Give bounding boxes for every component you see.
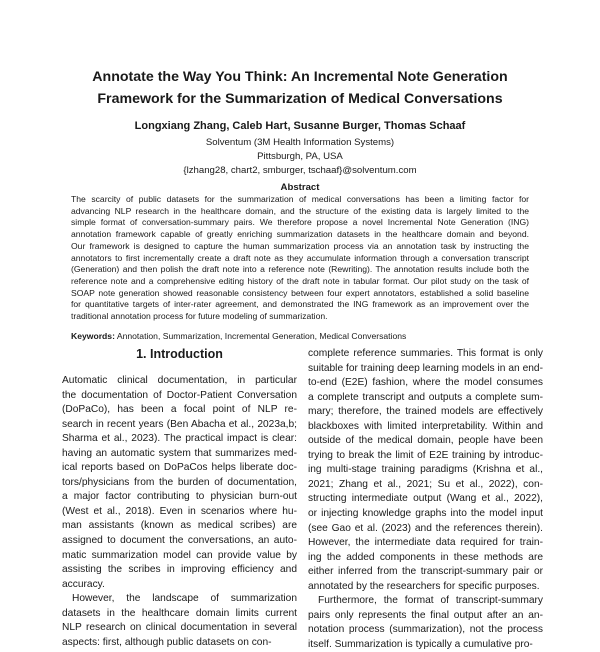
text-line: ing the added components in these methods are [308, 551, 543, 563]
text-line: mary; therefore, the trained models are effectively [308, 406, 543, 418]
abstract-body [71, 194, 529, 323]
text-line: assigned to document the conversations, an auto- [62, 535, 297, 547]
text-line: (Generation) and then polish the draft note into a reference note (Rewriting). The annotation results include both the [71, 264, 529, 275]
text-line: either inferred from the transcript-summary pair or [308, 566, 543, 578]
text-line: having an automatic system that summarizes med- [62, 447, 297, 459]
text-line: 2021; Zhang et al., 2021; Su et al., 2022), con- [308, 478, 543, 490]
text-line: tors/physicians from the burden of documentation, [62, 476, 297, 488]
text-line: ical reports based on DoPaCos helps liberate doc- [62, 462, 297, 474]
text-line: the documentation of Doctor-Patient Conversation [62, 389, 297, 401]
text-line: blackboxes with limited interpretability. Within and [308, 420, 543, 432]
right-column [308, 347, 543, 652]
text-line: traditional annotation process for future modeling of summarization. [71, 311, 328, 322]
title-line: Annotate the Way You Think: An Incremental Note Generation [92, 69, 508, 85]
text-line: Sharma et al., 2023). The practical impact is clear: [62, 433, 297, 445]
keywords-list: Annotation, Summarization, Incremental Generation, Medical Conversations [114, 331, 407, 341]
affiliation-location: Pittsburgh, PA, USA [257, 151, 343, 162]
title-line: Framework for the Summarization of Medical Conversations [97, 91, 503, 107]
text-line: a complete transcript and outputs a complete sum- [308, 391, 543, 403]
left-column [62, 374, 297, 650]
section-heading: 1. Introduction [136, 347, 223, 361]
text-line: (see Gao et al. (2023) and the references therein). [308, 522, 543, 534]
text-line: ing multi-stage training paradigms (Krishna et al., [308, 464, 543, 476]
text-line: complete reference summaries. This format is only [308, 348, 543, 359]
text-line: assisting the scribes in improving efficiency and [62, 564, 297, 576]
text-line: Our framework is designed to capture the human summarization process via an annotation task by instructing the [71, 240, 529, 251]
text-line: a major factor contributing to physician burn-out [62, 491, 297, 503]
text-line: annotators to first incrementally create a draft note as they accumulate information through a conversation transcript [71, 252, 529, 263]
text-line: trying to break the limit of E2E training by introduc- [308, 449, 543, 461]
text-line: annotation framework capable of greatly enriching summarization datasets in the healthcare domain and beyond. [71, 229, 529, 240]
text-line: man assistants (known as medical scribes) are [62, 520, 297, 532]
text-line: to-end (E2E) fashion, where the model consumes [308, 377, 543, 389]
text-line: The scarcity of public datasets for the summarization of medical conversations has been a limiting factor for [71, 194, 529, 204]
text-line: Furthermore, the format of transcript-summary [318, 595, 543, 607]
text-line: SOAP note generation showed reasonable consistency between four expert annotators, established a solid baseline [71, 287, 529, 298]
affiliation-org: Solventum (3M Health Information Systems) [205, 137, 395, 148]
text-line: annotated by the researchers for specific purposes. [308, 580, 540, 592]
paper-title [40, 66, 560, 110]
text-line: NLP research on clinical documentation in several [62, 622, 297, 634]
keywords [71, 331, 406, 341]
abstract-heading: Abstract [280, 182, 320, 193]
text-line: However, the intermediate data required for train- [308, 537, 543, 549]
text-line: notation process (summarization), not the process [308, 624, 543, 636]
text-line: suitable for training deep learning models in an end- [308, 362, 543, 374]
text-line: search in recent years (Ben Abacha et al., 2023a,b; [62, 418, 297, 430]
keywords-label: Keywords: [71, 331, 115, 341]
text-line: However, the landscape of summarization [72, 593, 297, 605]
text-line: simple format of conversation-summary pairs. We therefore propose a novel Incremental Note Generation (ING) [71, 217, 529, 228]
text-line: Automatic clinical documentation, in particular [62, 375, 297, 386]
text-line: aspects: first, although public datasets on con- [62, 636, 272, 648]
text-line: outside of the medical domain, people have been [308, 435, 543, 447]
text-line: accuracy. [62, 578, 105, 590]
text-line: reference note and a comprehensive editing history of the draft note in tabular format. Our pilot study on the task of [71, 275, 529, 286]
text-line: matic summarization model can provide value by [62, 549, 297, 561]
text-line: datasets in the healthcare domain limits current [62, 607, 297, 619]
text-line: or injecting knowledge graphs into the model input [308, 508, 543, 520]
authors: Longxiang Zhang, Caleb Hart, Susanne Burger, Thomas Schaaf [134, 120, 466, 132]
text-line: (West et al., 2018). Even in scenarios where hu- [62, 505, 297, 517]
text-line: itself. Summarization is typically a cumulative pro- [308, 638, 533, 650]
text-line: (DoPaCo), has been a focal point of NLP re- [62, 404, 297, 416]
text-line: structing intermediate output (Wang et al., 2022), [308, 493, 543, 505]
text-line: pairs only represents the final output after an an- [308, 609, 543, 621]
affiliation [40, 136, 560, 178]
affiliation-emails: {lzhang28, chart2, smburger, tschaaf}@solventum.com [183, 165, 417, 176]
text-line: for quantitative targets of inter-rater agreement, and demonstrated the ING framework as an improvement over the [71, 299, 529, 310]
text-line: advancing NLP research in the healthcare domain, and the structure of the existing data is largely limited to the [71, 205, 529, 216]
